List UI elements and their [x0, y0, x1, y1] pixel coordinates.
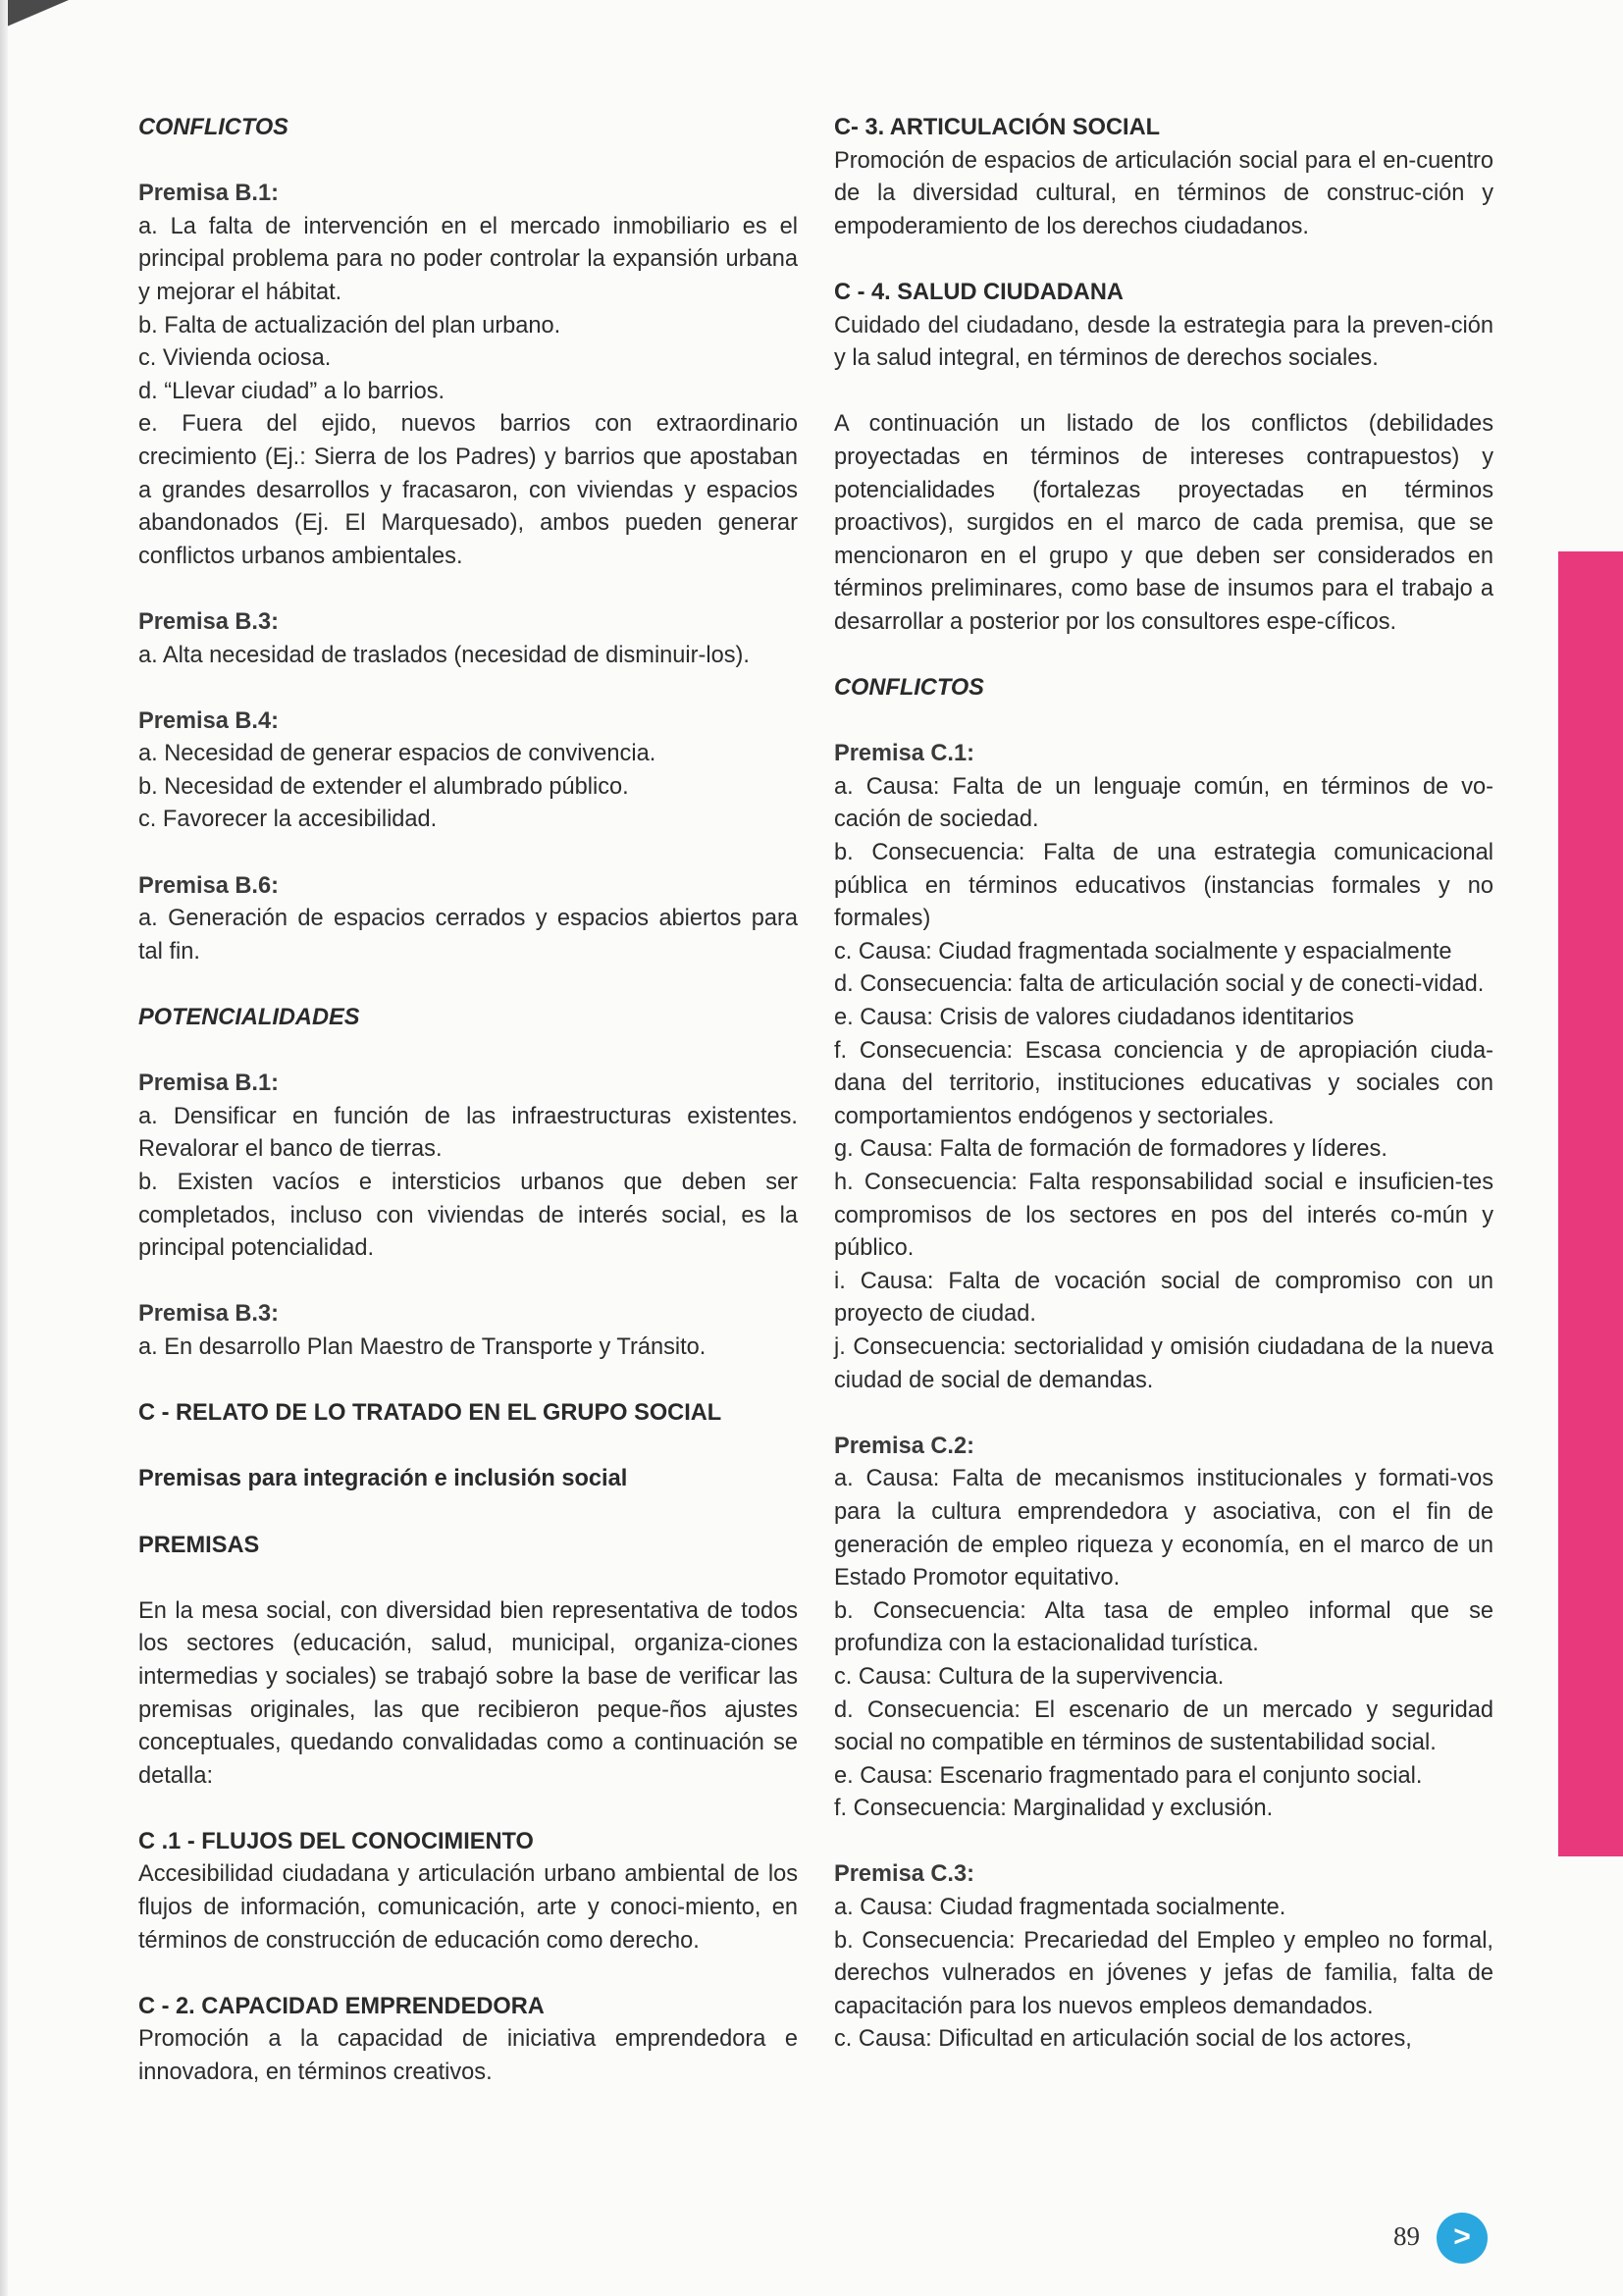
premise-line: a. En desarrollo Plan Maestro de Transporte y Tránsito. [138, 1333, 707, 1360]
premise-line: g. Causa: Falta de formación de formadores y líderes. [834, 1136, 1387, 1163]
premise-title: Premisa B.1: [138, 1070, 279, 1097]
premise-line: j. Consecuencia: sectorialidad y omisión ciudadana de la nueva ciudad de social de demandas. [834, 1333, 1493, 1393]
section-heading-potencialidades: POTENCIALIDADES [138, 1005, 360, 1031]
premise-line: a. Causa: Falta de un lenguaje común, en términos de vo-cación de sociedad. [834, 773, 1493, 833]
right-column [834, 112, 1493, 2057]
premise-line: f. Consecuencia: Marginalidad y exclusión. [834, 1796, 1274, 1822]
premise-c4-title: C - 4. SALUD CIUDADANA [834, 279, 1124, 305]
premise-line: b. Necesidad de extender el alumbrado público. [138, 773, 629, 800]
premise-line: c. Favorecer la accesibilidad. [138, 807, 438, 833]
premise-line: a. Densificar en función de las infraestructuras existentes. Revalorar el banco de tierras. [138, 1103, 798, 1163]
premise-line: b. Consecuencia: Precariedad del Empleo y empleo no formal, derechos vulnerados en jóvenes y jefas de familia, falta de capacitación para los nuevos empleos demandados. [834, 1927, 1493, 2019]
premise-title: Premisa B.1: [138, 181, 279, 207]
section-heading-conflictos: CONFLICTOS [834, 675, 984, 702]
subheading: Premisas para integración e inclusión social [138, 1466, 628, 1492]
premise-c4-text: Cuidado del ciudadano, desde la estrategia para la preven-ción y la salud integral, en términos de derechos sociales. [834, 312, 1493, 372]
premise-line: a. Necesidad de generar espacios de convivencia. [138, 741, 656, 767]
premise-line: a. Causa: Falta de mecanismos institucionales y formati-vos para la cultura emprendedora y asociativa, con el fin de generación de empleo riqueza y economía, en el marco de un Estado Promotor equitativo. [834, 1466, 1493, 1592]
premise-c3-title: C- 3. ARTICULACIÓN SOCIAL [834, 115, 1161, 140]
premise-line: b. Existen vacíos e intersticios urbanos que deben ser completados, incluso con viviendas de interés social, es la principal potencialidad. [138, 1170, 798, 1262]
book-spine-shadow [0, 0, 8, 2296]
page-number: 89 [1393, 2221, 1420, 2251]
premise-line: d. Consecuencia: falta de articulación social y de conecti-vidad. [834, 971, 1485, 998]
premise-title: Premisa B.4: [138, 707, 279, 734]
premise-line: d. Consecuencia: El escenario de un mercado y seguridad social no compatible en términos de sustentabilidad social. [834, 1696, 1493, 1756]
premise-c1-title: C .1 - FLUJOS DEL CONOCIMIENTO [138, 1828, 534, 1854]
premise-title: Premisa C.3: [834, 1861, 974, 1888]
premise-line: e. Causa: Crisis de valores ciudadanos identitarios [834, 1005, 1354, 1031]
premise-line: b. Consecuencia: Falta de una estrategia comunicacional pública en términos educativos (instancias formales y no formales) [834, 840, 1493, 932]
chevron-right-icon: > [1453, 2220, 1471, 2253]
premise-line: b. Consecuencia: Alta tasa de empleo informal que se profundiza con la estacionalidad turística. [834, 1597, 1493, 1657]
premise-line: f. Consecuencia: Escasa conciencia y de apropiación ciuda-dana del territorio, instituciones educativas y sociales con comportamientos endógenos y sectoriales. [834, 1037, 1493, 1129]
premise-title: Premisa C.2: [834, 1433, 974, 1459]
page-corner-shadow [0, 0, 69, 29]
premise-c2-text: Promoción a la capacidad de iniciativa emprendedora e innovadora, en términos creativos. [138, 2026, 798, 2086]
premise-title: Premisa C.1: [834, 741, 974, 767]
premise-line: a. Causa: Ciudad fragmentada socialmente. [834, 1895, 1286, 1921]
premise-line: e. Fuera del ejido, nuevos barrios con extraordinario crecimiento (Ej.: Sierra de los Padres) y barrios que apostaban a grandes desarrollos y fracasaron, con viviendas y espacios abandonados (Ej. El Marquesado), ambos pueden generar conflictos urbanos ambientales. [138, 411, 798, 569]
premise-line: c. Vivienda ociosa. [138, 345, 332, 372]
premise-line: b. Falta de actualización del plan urbano. [138, 312, 561, 339]
premise-line: a. La falta de intervención en el mercado inmobiliario es el principal problema para no poder controlar la expansión urbana y mejorar el hábitat. [138, 213, 798, 305]
premise-c1-text: Accesibilidad ciudadana y articulación urbano ambiental de los flujos de información, comunicación, arte y conoci-miento, en términos de construcción de educación como derecho. [138, 1861, 798, 1954]
premise-line: a. Generación de espacios cerrados y espacios abiertos para tal fin. [138, 906, 798, 965]
premise-title: Premisa B.3: [138, 608, 279, 635]
premisas-heading: PREMISAS [138, 1532, 260, 1558]
section-heading-conflictos: CONFLICTOS [138, 115, 288, 140]
premise-c3-text: Promoción de espacios de articulación social para el en-cuentro de la diversidad cultural, en términos de construc-ción y empoderamiento de los derechos ciudadanos. [834, 147, 1493, 239]
premise-title: Premisa B.3: [138, 1301, 279, 1328]
next-page-button[interactable] [1437, 2213, 1488, 2264]
premise-line: h. Consecuencia: Falta responsabilidad social e insuficien-tes compromisos de los sectores en pos del interés co-mún y público. [834, 1170, 1493, 1262]
premise-line: c. Causa: Ciudad fragmentada socialmente y espacialmente [834, 938, 1452, 965]
premise-line: a. Alta necesidad de traslados (necesidad de disminuir-los). [138, 642, 750, 668]
premise-c2-title: C - 2. CAPACIDAD EMPRENDEDORA [138, 1993, 545, 2019]
chapter-heading: C - RELATO DE LO TRATADO EN EL GRUPO SOCIAL [138, 1400, 722, 1427]
premise-line: c. Causa: Dificultad en articulación social de los actores, [834, 2026, 1412, 2053]
intro-paragraph: En la mesa social, con diversidad bien representativa de todos los sectores (educación, salud, municipal, organiza-ciones intermedias y sociales) se trabajó sobre la base de verificar las premisas originales, las que recibieron peque-ños ajustes conceptuales, quedando convalidadas como a continuación se detalla: [138, 1597, 798, 1789]
listado-paragraph: A continuación un listado de los conflictos (debilidades proyectadas en términos de intereses contrapuestos) y potencialidades (fortalezas proyectadas en términos proactivos), surgidos en el marco de cada premisa, que se mencionaron en el grupo y que deben ser considerados en términos preliminares, como base de insumos para el trabajo a desarrollar a posterior por los consultores espe-cíficos. [834, 411, 1493, 635]
section-color-tab [1558, 551, 1623, 1856]
left-column [138, 112, 798, 2090]
premise-line: e. Causa: Escenario fragmentado para el conjunto social. [834, 1762, 1423, 1789]
premise-line: d. “Llevar ciudad” a lo barrios. [138, 378, 445, 404]
premise-title: Premisa B.6: [138, 872, 279, 899]
premise-line: i. Causa: Falta de vocación social de compromiso con un proyecto de ciudad. [834, 1268, 1493, 1328]
premise-line: c. Causa: Cultura de la supervivencia. [834, 1663, 1225, 1690]
